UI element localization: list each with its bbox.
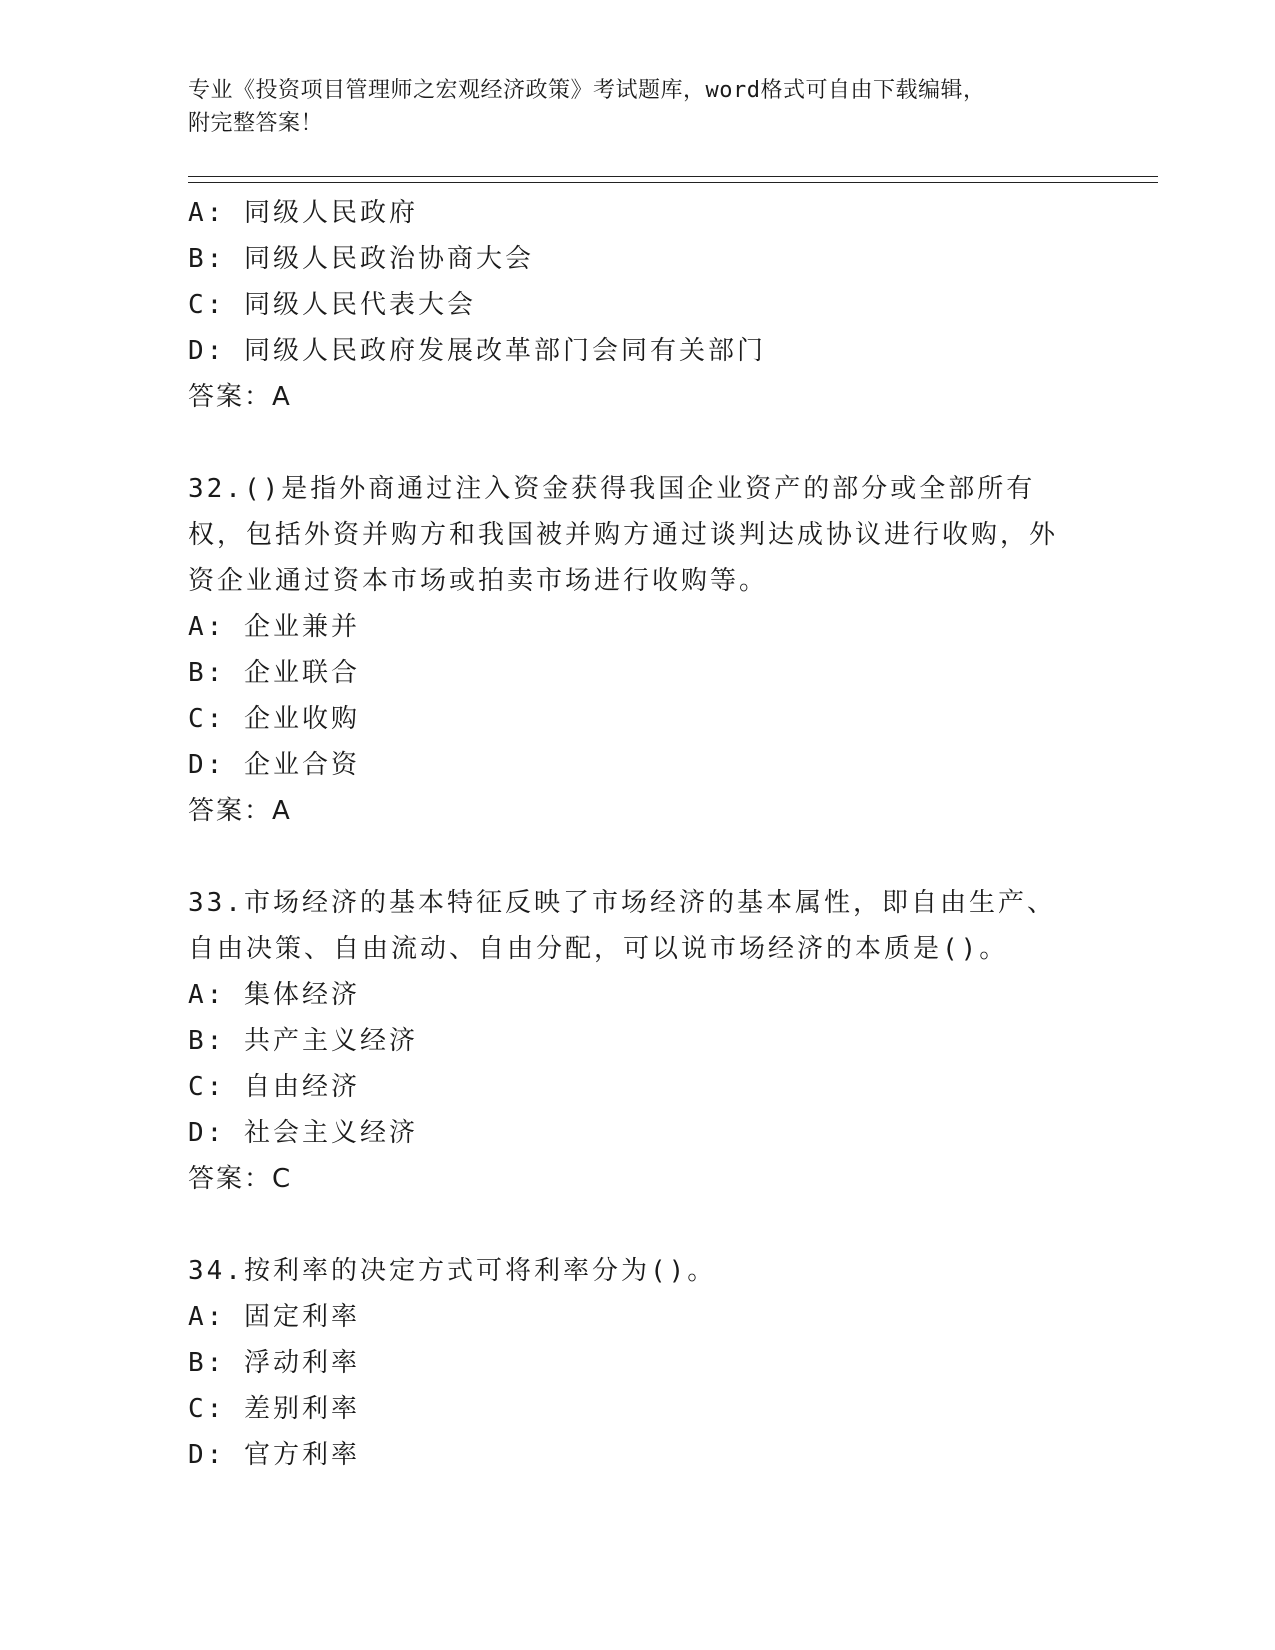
- question-33: [188, 880, 1088, 1202]
- header-divider-bottom: [188, 182, 1158, 183]
- option-a: A: 固定利率: [188, 1302, 360, 1332]
- option-d: D: 官方利率: [188, 1440, 360, 1470]
- question-text: 34.按利率的决定方式可将利率分为()。: [188, 1256, 717, 1286]
- option-c: C: 自由经济: [188, 1072, 360, 1102]
- document-header: [188, 74, 1068, 140]
- option-d: D: 社会主义经济: [188, 1118, 418, 1148]
- option-d: D: 同级人民政府发展改革部门会同有关部门: [188, 336, 766, 366]
- header-line-1: 专业《投资项目管理师之宏观经济政策》考试题库，word格式可自由下载编辑，: [188, 78, 986, 103]
- option-c: C: 差别利率: [188, 1394, 360, 1424]
- question-text: 33.市场经济的基本特征反映了市场经济的基本属性，即自由生产、自由决策、自由流动、自由分配，可以说市场经济的本质是()。: [188, 888, 1056, 964]
- option-b: B: 同级人民政治协商大会: [188, 244, 534, 274]
- option-d: D: 企业合资: [188, 750, 360, 780]
- answer-line: 答案：A: [188, 796, 292, 826]
- option-c: C: 企业收购: [188, 704, 360, 734]
- option-a: A: 同级人民政府: [188, 198, 418, 228]
- header-divider-top: [188, 176, 1158, 177]
- header-line-2: 附完整答案！: [188, 111, 324, 136]
- question-text: 32.()是指外商通过注入资金获得我国企业资产的部分或全部所有权，包括外资并购方和我国被并购方通过谈判达成协议进行收购，外资企业通过资本市场或拍卖市场进行收购等。: [188, 474, 1059, 596]
- option-a: A: 集体经济: [188, 980, 360, 1010]
- question-32: [188, 466, 1088, 834]
- option-b: B: 浮动利率: [188, 1348, 360, 1378]
- option-b: B: 共产主义经济: [188, 1026, 418, 1056]
- question-31: [188, 190, 1088, 420]
- answer-line: 答案：A: [188, 382, 292, 412]
- question-34: [188, 1248, 1088, 1478]
- option-b: B: 企业联合: [188, 658, 360, 688]
- question-list: [188, 190, 1088, 1524]
- option-a: A: 企业兼并: [188, 612, 360, 642]
- option-c: C: 同级人民代表大会: [188, 290, 476, 320]
- answer-line: 答案：C: [188, 1164, 293, 1194]
